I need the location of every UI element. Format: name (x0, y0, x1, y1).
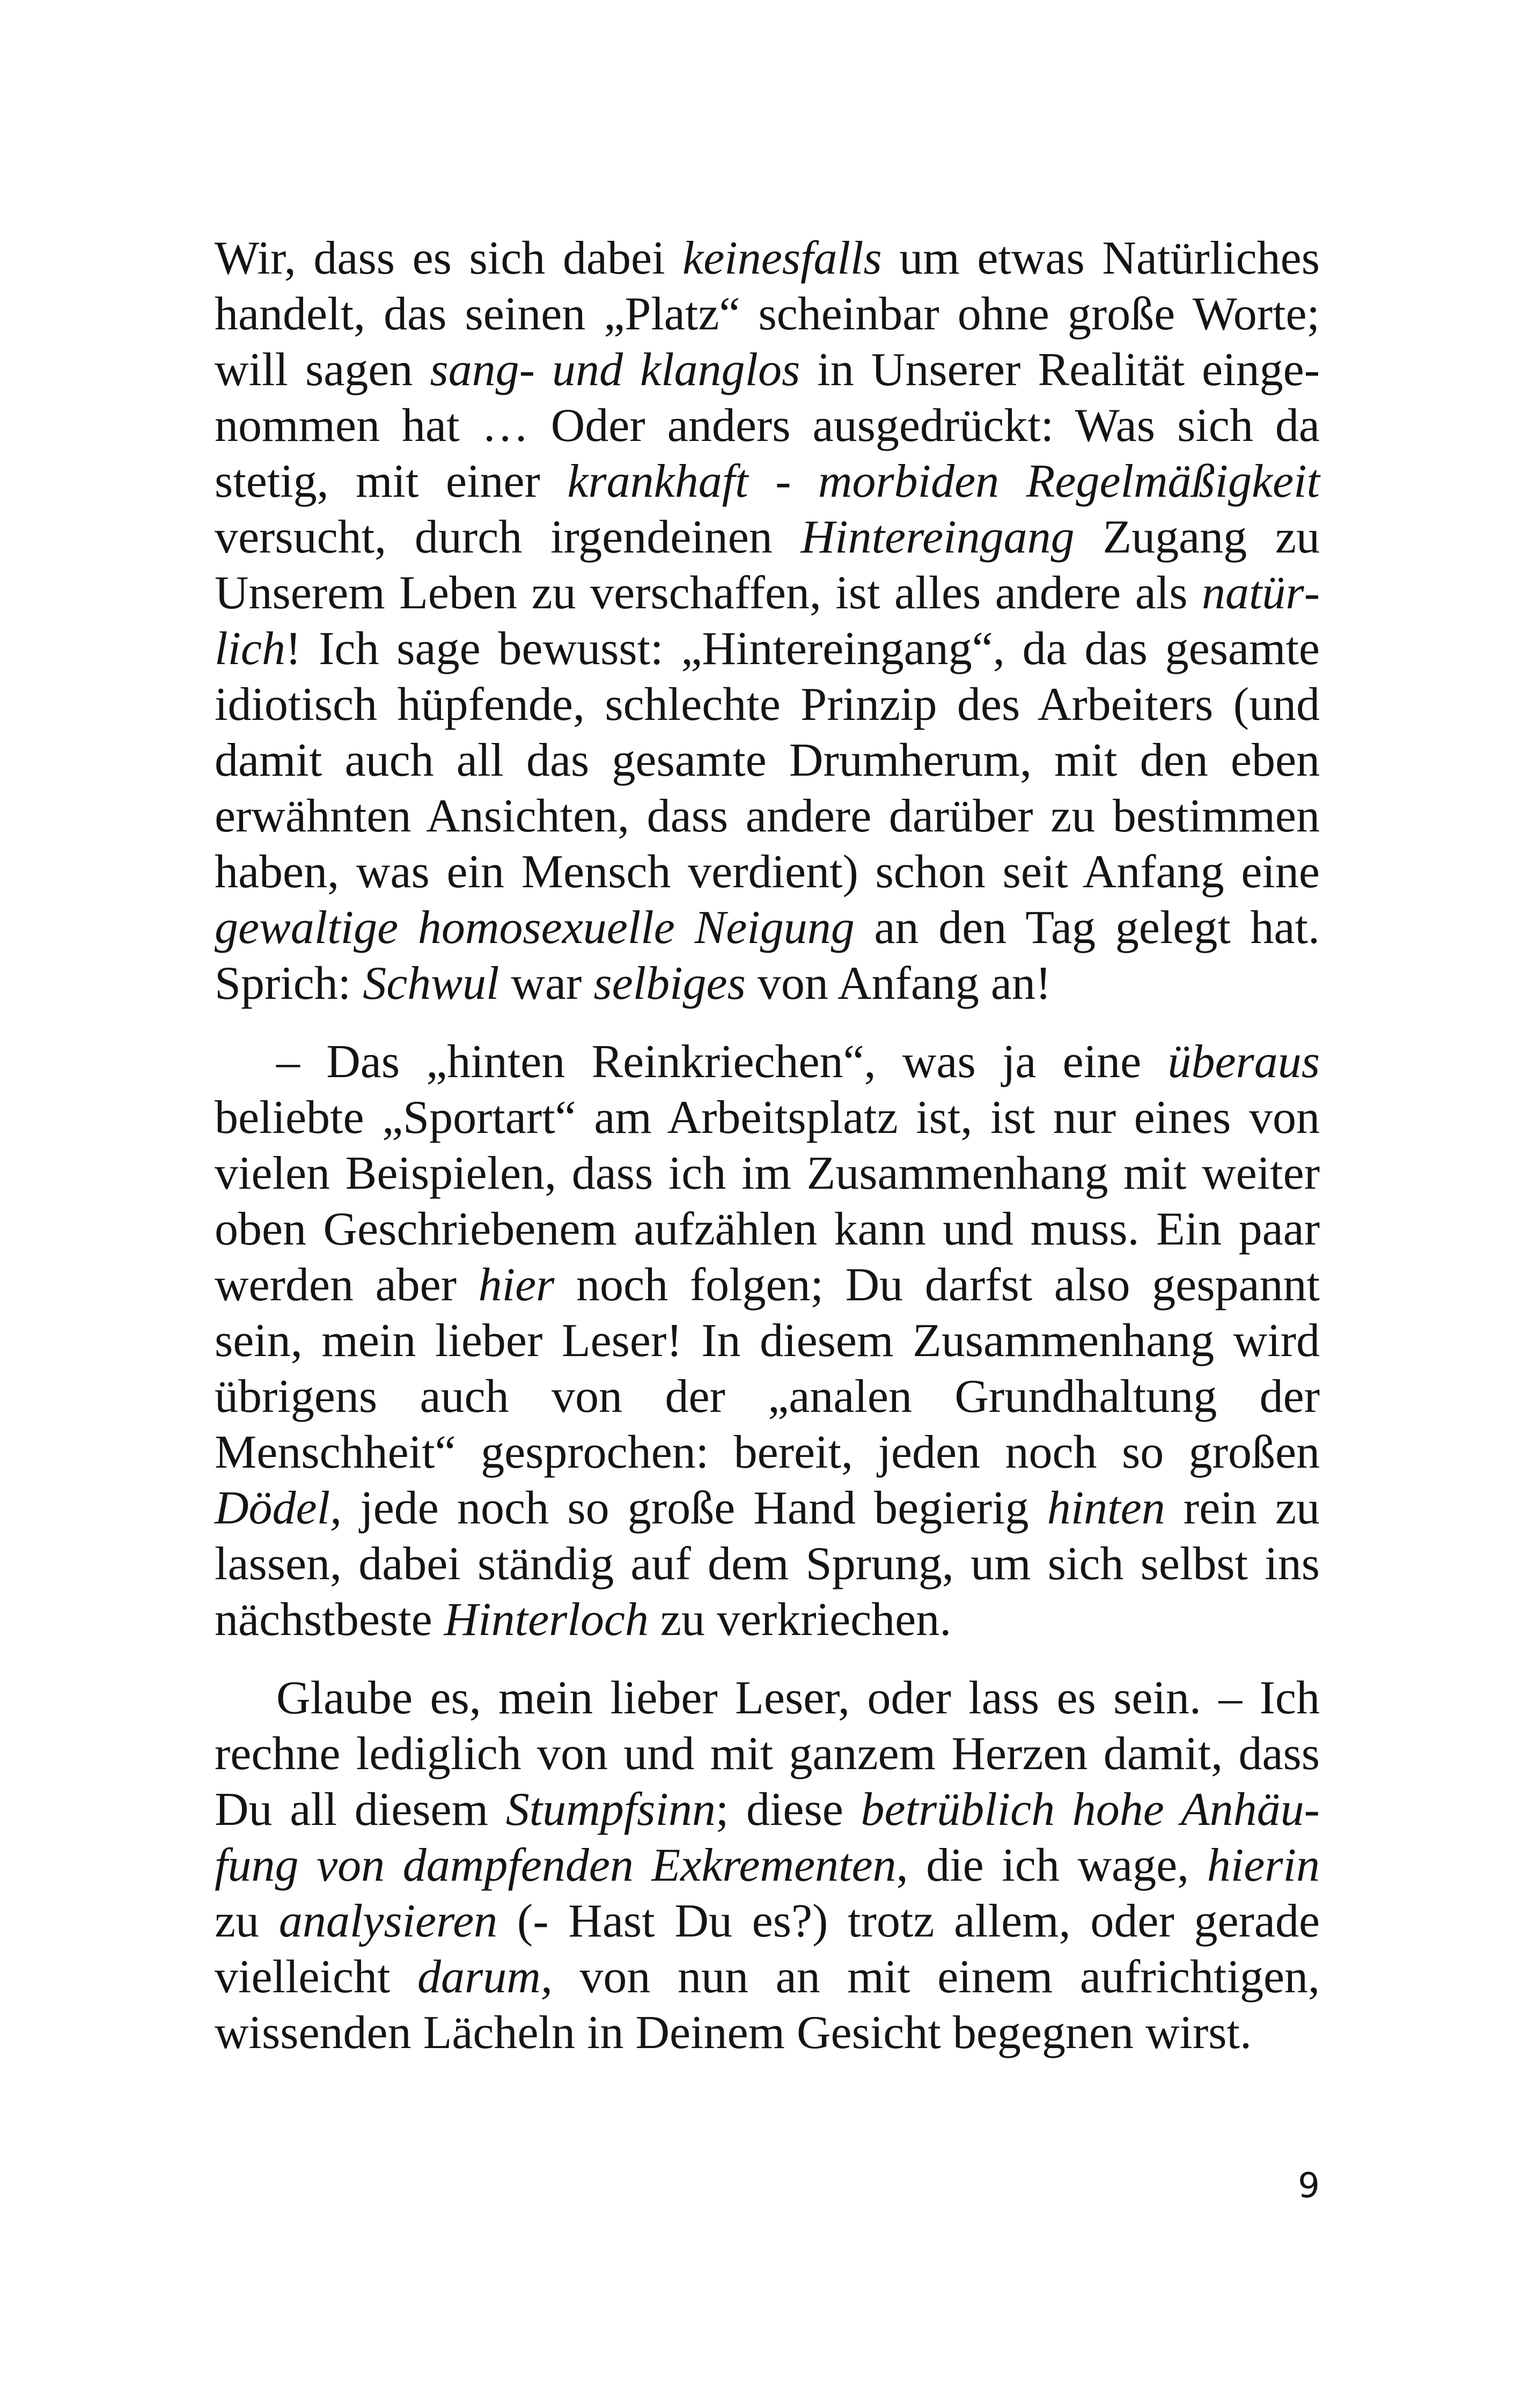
italic-text: hinten (1047, 1482, 1165, 1534)
text-run: jede noch so große Hand begierig (342, 1482, 1047, 1534)
paragraph (215, 231, 1320, 1012)
text-run: beliebte „Sportart“ am Arbeitsplatz ist, ist nur eines von vielen Beispielen, dass ich im Zusammenhang mit weiter oben Geschriebenem aufzählen kann und muss. Ein paar werden aber (215, 1092, 1320, 1311)
body-text (215, 231, 1320, 2061)
text-run: von nun an mit einem aufrichtigen, wissenden Lächeln in Deinem Gesicht begegnen wirst. (215, 1951, 1320, 2059)
italic-text: natürlich (215, 567, 1320, 675)
italic-text: Dödel, (215, 1482, 342, 1534)
italic-text: selbiges (593, 958, 746, 1010)
text-run: um etwas Natürliches handelt, das seinen „Platz“ scheinbar ohne große Worte; will sagen (215, 232, 1320, 396)
text-run: ! Ich sage bewusst: „Hintereingang“, da das gesamte idiotisch hüpfende, schlechte Prinzip des Arbeiters (und damit auch all das gesamte Drumherum, mit den eben erwähnten Ansichten, dass andere darüber zu bestimmen haben, was ein Mensch verdient) schon seit Anfang eine (215, 623, 1320, 898)
page-number: 9 (1298, 2166, 1320, 2206)
text-run: an den Tag gelegt hat. Sprich: (215, 902, 1320, 1010)
italic-text: überaus (1167, 1036, 1320, 1088)
text-run: Zugang zu Unserem Leben zu verschaffen, ist alles andere als (215, 511, 1320, 619)
italic-text: hierin (1207, 1839, 1320, 1891)
text-run: ; diese (715, 1784, 861, 1836)
paragraph (215, 1670, 1320, 2061)
italic-text: hier (478, 1259, 555, 1311)
text-run: rein zu lassen, dabei ständig auf dem Sprung, um sich selbst ins nächstbeste (215, 1482, 1320, 1646)
italic-text: Stumpfsinn (505, 1784, 716, 1836)
text-run: , die ich wage, (896, 1839, 1207, 1891)
italic-text: gewaltige homosexuelle Neigung (215, 902, 855, 954)
text-run: zu verkriechen. (648, 1594, 952, 1646)
italic-text: keinesfalls (682, 232, 882, 284)
text-run: (- Hast Du es?) trotz allem, oder gerade vielleicht (215, 1895, 1320, 2003)
text-run: – Das „hinten Reinkriechen“, was ja eine (276, 1036, 1168, 1088)
text-run: in Unserer Realität eingenommen hat … Oder anders ausgedrückt: Was sich da stetig, mit einer (215, 344, 1320, 507)
text-run: zu (215, 1895, 279, 1947)
paragraph (215, 1034, 1320, 1648)
italic-text: krankhaft - morbiden Regelmäßigkeit (567, 455, 1320, 507)
text-run: Glaube es, mein lieber Leser, oder lass es sein. – Ich rechne lediglich von und mit ganzem Herzen damit, dass Du all diesem (215, 1672, 1320, 1836)
text-run: noch folgen; Du darfst also gespannt sein, mein lieber Leser! In diesem Zusammenhang wird übrigens auch von der „analen Grundhaltung der Menschheit“ gesprochen: bereit, jeden noch so großen (215, 1259, 1320, 1478)
text-run: Wir, dass es sich dabei (215, 232, 683, 284)
italic-text: Schwul (363, 958, 499, 1010)
italic-text: darum, (417, 1951, 553, 2003)
italic-text: Hinterloch (444, 1594, 649, 1646)
text-run: war (499, 958, 594, 1010)
italic-text: sang- und klanglos (430, 344, 800, 396)
italic-text: Hintereingang (800, 511, 1075, 563)
text-run: versucht, durch irgendeinen (215, 511, 801, 563)
italic-text: analysieren (278, 1895, 498, 1947)
text-run: von Anfang an! (745, 958, 1052, 1010)
italic-text: betrüblich hohe Anhäufung von dampfenden Exkrementen (215, 1784, 1320, 1891)
